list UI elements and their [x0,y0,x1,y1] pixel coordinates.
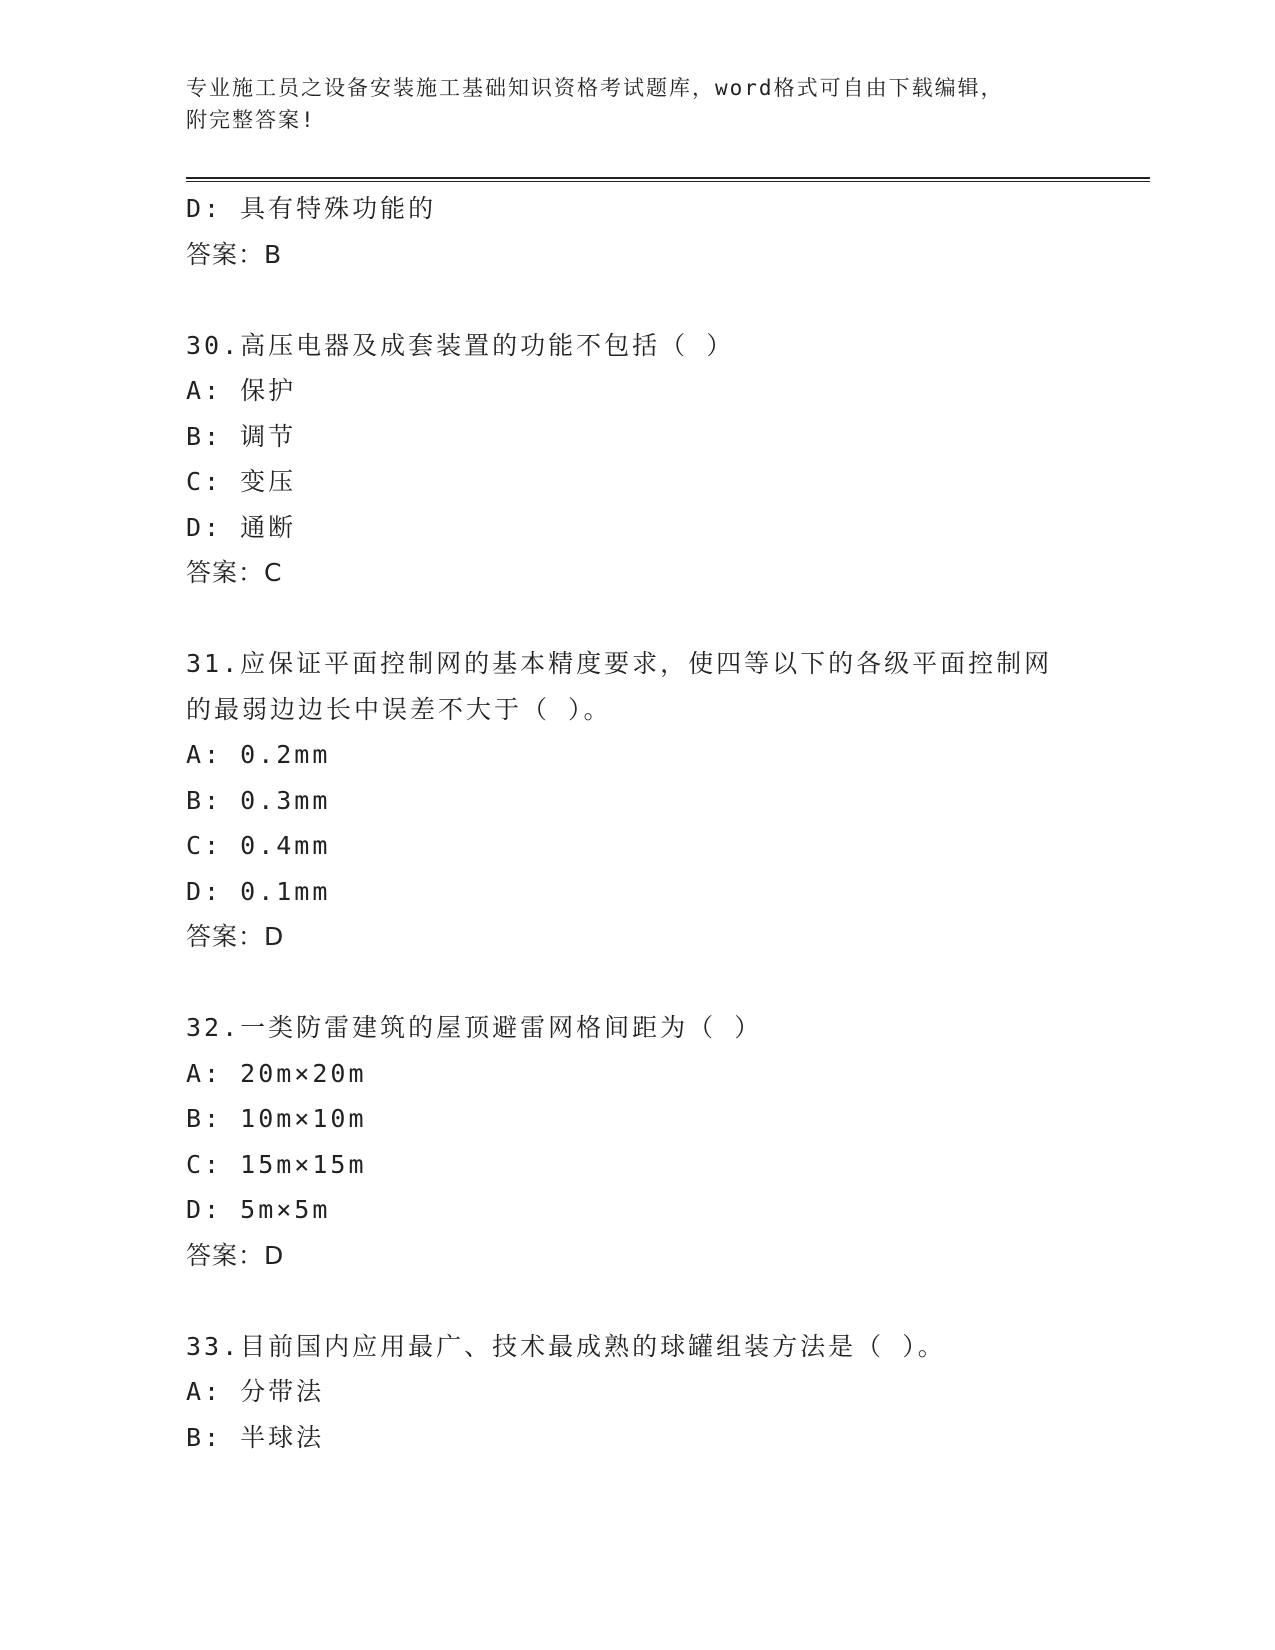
header-divider-thin [186,181,1150,182]
question-30-title: 30.高压电器及成套装置的功能不包括（ ） [186,330,735,360]
q30-option-b: B: 调节 [186,421,297,451]
q32-option-c: C: 15m×15m [186,1149,367,1179]
q32-option-b: B: 10m×10m [186,1104,367,1133]
q31-option-c: C: 0.4mm [186,831,331,860]
question-31-title-line-2: 的最弱边边长中误差不大于（ ）。 [186,694,612,724]
header-line-1: 专业施工员之设备安装施工基础知识资格考试题库，word格式可自由下载编辑， [186,76,1004,100]
prev-answer: 答案：B [186,239,283,269]
spacer [186,277,1086,323]
q30-option-a: A: 保护 [186,376,297,405]
q30-answer: 答案：C [186,558,283,587]
q30-option-c: C: 变压 [186,467,297,496]
document-header [186,72,1086,136]
q33-option-a: A: 分带法 [186,1377,325,1406]
question-content [186,186,1086,1460]
question-32-title: 32.一类防雷建筑的屋顶避雷网格间距为（ ） [186,1013,763,1042]
q30-option-d: D: 通断 [186,512,297,542]
spacer [186,596,1086,642]
q31-answer: 答案：D [186,922,285,951]
q31-option-d: D: 0.1mm [186,876,331,906]
q32-option-a: A: 20m×20m [186,1058,367,1088]
header-line-2: 附完整答案! [186,108,316,132]
q31-option-b: B: 0.3mm [186,785,331,815]
q31-option-a: A: 0.2mm [186,740,331,769]
question-31-title-line-1: 31.应保证平面控制网的基本精度要求，使四等以下的各级平面控制网 [186,649,1053,678]
header-divider-thick [186,177,1150,179]
spacer [186,1278,1086,1324]
q32-option-d: D: 5m×5m [186,1195,331,1224]
question-33-title: 33.目前国内应用最广、技术最成熟的球罐组装方法是（ ）。 [186,1331,946,1361]
prev-option-d: D: 具有特殊功能的 [186,194,437,223]
spacer [186,960,1086,1006]
q33-option-b: B: 半球法 [186,1422,325,1452]
q32-answer: 答案：D [186,1240,285,1270]
